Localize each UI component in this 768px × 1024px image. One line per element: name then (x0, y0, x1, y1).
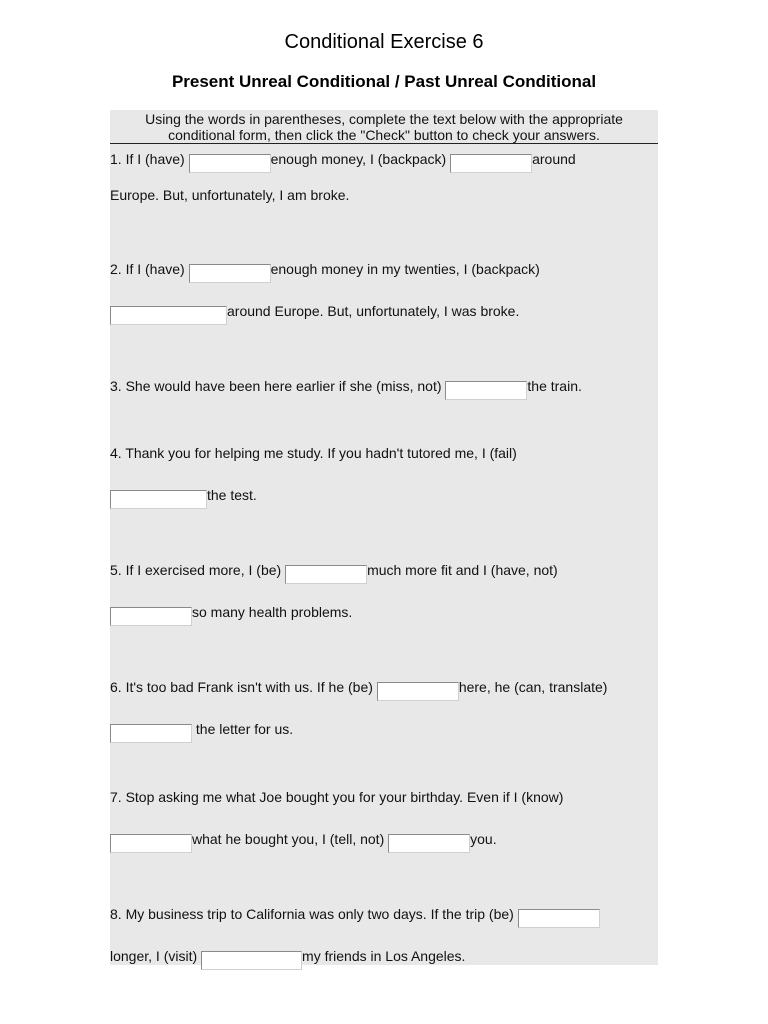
question-5-line-2 (110, 602, 352, 626)
question-text: the letter for us. (192, 721, 294, 737)
page-title: Conditional Exercise 6 (284, 31, 484, 53)
question-5-line-1 (110, 560, 558, 584)
question-text: around (532, 151, 576, 167)
answer-input-q7-a[interactable] (110, 834, 192, 853)
answer-input-q7-b[interactable] (388, 834, 470, 853)
question-text: 6. It's too bad Frank isn't with us. If he (be) (110, 679, 377, 695)
question-text: enough money, I (backpack) (270, 151, 451, 167)
question-4-line-2 (110, 485, 257, 509)
question-6-line-2 (110, 719, 293, 743)
question-7-line-2 (110, 829, 497, 853)
question-text: much more fit and I (have, not) (367, 562, 558, 578)
answer-input-q5-b[interactable] (110, 607, 192, 626)
question-1-line-2 (110, 185, 349, 205)
answer-input-q1-b[interactable] (450, 154, 532, 173)
instructions (110, 111, 658, 143)
question-6-line-1 (110, 677, 607, 701)
question-text: enough money in my twenties, I (backpack) (270, 261, 540, 277)
question-2-line-1 (110, 259, 540, 283)
question-text: 7. Stop asking me what Joe bought you for your birthday. Even if I (know) (110, 789, 564, 805)
answer-input-q8-a[interactable] (518, 909, 600, 928)
question-text: 4. Thank you for helping me study. If you hadn't tutored me, I (fail) (110, 445, 517, 461)
question-7-line-1 (110, 787, 563, 807)
instructions-divider (110, 143, 658, 144)
question-3-line-1 (110, 376, 582, 400)
question-text: 2. If I (have) (110, 261, 189, 277)
answer-input-q8-b[interactable] (201, 951, 302, 970)
question-8-line-2 (110, 946, 465, 970)
question-text: the test. (207, 487, 257, 503)
instructions-line-1: Using the words in parentheses, complete the text below with the appropriate (145, 111, 623, 127)
answer-input-q6-a[interactable] (377, 682, 459, 701)
question-text: around Europe. But, unfortunately, I was broke. (227, 303, 520, 319)
question-text: Europe. But, unfortunately, I am broke. (110, 187, 350, 203)
question-text: longer, I (visit) (110, 948, 202, 964)
answer-input-q2-a[interactable] (189, 264, 271, 283)
exercise-panel (110, 110, 658, 965)
question-text: my friends in Los Angeles. (302, 948, 466, 964)
answer-input-q3-a[interactable] (445, 381, 527, 400)
question-text: the train. (527, 378, 582, 394)
question-text: 3. She would have been here earlier if she (miss, not) (110, 378, 446, 394)
question-text: 5. If I exercised more, I (be) (110, 562, 286, 578)
answer-input-q4-a[interactable] (110, 490, 207, 509)
instructions-line-2: conditional form, then click the "Check" button to check your answers. (168, 127, 600, 143)
question-text: 8. My business trip to California was only two days. If the trip (be) (110, 906, 518, 922)
question-text: so many health problems. (192, 604, 353, 620)
page-subtitle: Present Unreal Conditional / Past Unreal Conditional (171, 72, 597, 91)
question-8-line-1 (110, 904, 600, 928)
question-text: what he bought you, I (tell, not) (192, 831, 389, 847)
answer-input-q2-b[interactable] (110, 306, 227, 325)
question-text: you. (470, 831, 497, 847)
question-4-line-1 (110, 443, 517, 463)
question-1-line-1 (110, 149, 576, 173)
question-text: here, he (can, translate) (458, 679, 608, 695)
question-2-line-2 (110, 301, 519, 325)
answer-input-q5-a[interactable] (285, 565, 367, 584)
answer-input-q1-a[interactable] (189, 154, 271, 173)
question-text: 1. If I (have) (110, 151, 189, 167)
answer-input-q6-b[interactable] (110, 724, 192, 743)
